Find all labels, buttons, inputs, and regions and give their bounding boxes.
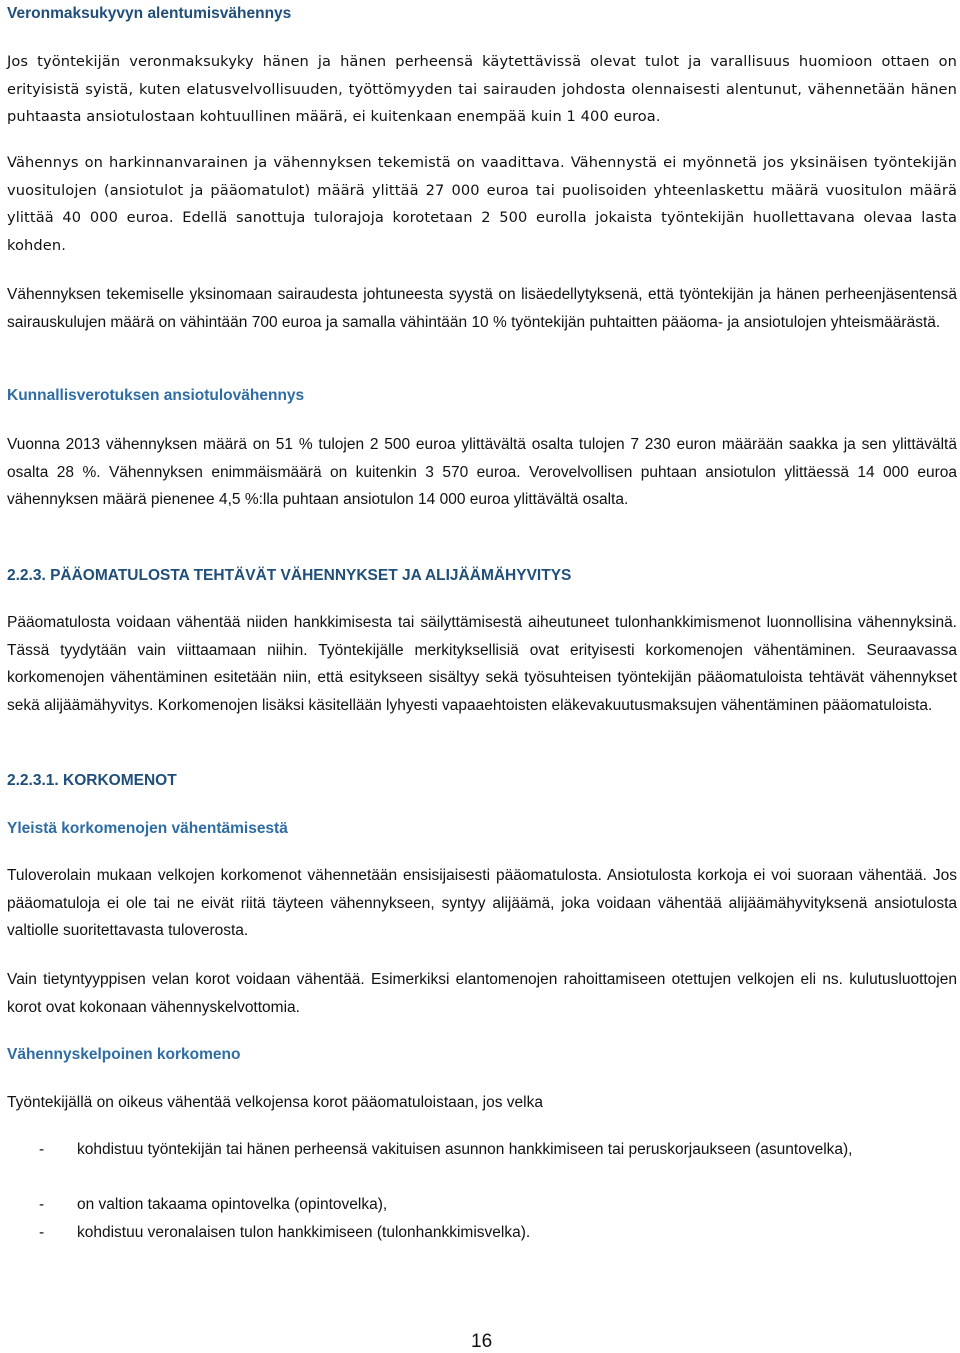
section-heading-veronmaksukyky: Veronmaksukyvyn alentumisvähennys [7, 5, 292, 22]
section-heading-kunnallis: Kunnallisverotuksen ansiotulovähennys [7, 387, 305, 404]
paragraph-veronmaksukyky-1: Jos työntekijän veronmaksukyky hänen ja hänen perheensä käytettävissä olevat tulot ja varallisuus huomioon ottaen on erityisistä syistä, kuten elatusvelvollisuuden, työttömyyden tai sairauden johdosta olennaisesti alentunut, vähennetään hänen puhtaasta ansiotulostaan kohtuullinen määrä, ei kuitenkaan enempää kuin 1 400 euroa. [7, 53, 957, 126]
list-item-text: kohdistuu veronalaisen tulon hankkimiseen (tulonhankkimisvelka). [77, 1224, 531, 1241]
section-heading-yleista: Yleistä korkomenojen vähentämisestä [7, 820, 288, 837]
document-page [7, 0, 958, 1351]
paragraph-kunnallis: Vuonna 2013 vähennyksen määrä on 51 % tulojen 2 500 euroa ylittävältä osalta tulojen 7 230 euron määrään saakka ja sen ylittävältä osalta 28 %. Vähennyksen enimmäismäärä on kuitenkin 3 570 euroa. Verovelvollisen puhtaan ansiotulon ylittäessä 14 000 euroa vähennyksen määrä pienenee 4,5 %:lla puhtaan ansiotulon 14 000 euroa ylittävältä osalta. [7, 436, 957, 509]
list-dash: - [39, 1196, 45, 1213]
list-item [7, 1219, 957, 1247]
paragraph-yleista-1: Tuloverolain mukaan velkojen korkomenot vähennetään ensisijaisesti pääomatulosta. Ansiotulosta korkoja ei voi suoraan vähentää. Jos pääomatuloja ei ole tai ne eivät riitä täyteen vähennykseen, syntyy alijäämä, joka voidaan vähentää alijäämähyvityksenä ansiotulosta valtiolle suoritettavasta tuloverosta. [7, 867, 957, 940]
list-dash: - [39, 1141, 45, 1158]
paragraph-vahennyskelpoinen: Työntekijällä on oikeus vähentää velkojensa korot pääomatuloistaan, jos velka [7, 1094, 543, 1111]
list-item-text: on valtion takaama opintovelka (opintovelka), [77, 1196, 388, 1213]
list-item-text: kohdistuu työntekijän tai hänen perheensä vakituisen asunnon hankkimiseen tai peruskorjaukseen (asuntovelka), [77, 1141, 853, 1158]
list-item [7, 1191, 957, 1219]
list-item [7, 1136, 957, 1192]
list-dash: - [39, 1224, 45, 1241]
paragraph-paaomatulo: Pääomatulosta voidaan vähentää niiden hankkimisesta tai säilyttämisestä aiheutuneet tulonhankkimismenot luonnollisina vähennyksinä. Tässä tyydytään vain viittaamaan niihin. Työntekijälle merkityksellisiä ovat erityisesti korkomenojen vähentäminen. Seuraavassa korkomenojen vähentäminen esitetään niin, että esitykseen sisältyy sekä työsuhteisen työntekijän pääomatuloista tehtävät vähennykset sekä alijäämähyvitys. Korkomenojen lisäksi käsitellään lyhyesti vapaaehtoisten eläkevakuutusmaksujen vähentäminen pääomatuloista. [7, 614, 957, 714]
paragraph-yleista-2: Vain tietyntyyppisen velan korot voidaan vähentää. Esimerkiksi elantomenojen rahoittamiseen otettujen velkojen eli ns. kulutusluottojen korot ovat kokonaan vähennyskelvottomia. [7, 971, 957, 1016]
section-heading-2231: 2.2.3.1. KORKOMENOT [7, 772, 177, 789]
page-number: 16 [471, 1331, 493, 1352]
paragraph-veronmaksukyky-2: Vähennys on harkinnanvarainen ja vähennyksen tekemistä on vaadittava. Vähennystä ei myönnetä jos yksinäisen työntekijän vuositulojen (ansiotulot ja pääomatulot) määrä ylittää 27 000 euroa tai puolisoiden yhteenlaskettu määrä vuositulon määrä ylittää 40 000 euroa. Edellä sanottuja tulorajoja korotetaan 2 500 eurolla jokaista työntekijän huollettavana olevaa lasta kohden. [7, 154, 957, 254]
section-heading-223: 2.2.3. PÄÄOMATULOSTA TEHTÄVÄT VÄHENNYKSET JA ALIJÄÄMÄHYVITYS [7, 567, 572, 584]
section-heading-vahennyskelpoinen: Vähennyskelpoinen korkomeno [7, 1046, 241, 1063]
paragraph-veronmaksukyky-3: Vähennyksen tekemiselle yksinomaan sairaudesta johtuneesta syystä on lisäedellytyksenä, että työntekijän ja hänen perheenjäsentensä sairauskulujen määrä on vähintään 700 euroa ja samalla vähintään 10 % työntekijän puhtaitten pääoma- ja ansiotulojen yhteismäärästä. [7, 286, 957, 331]
